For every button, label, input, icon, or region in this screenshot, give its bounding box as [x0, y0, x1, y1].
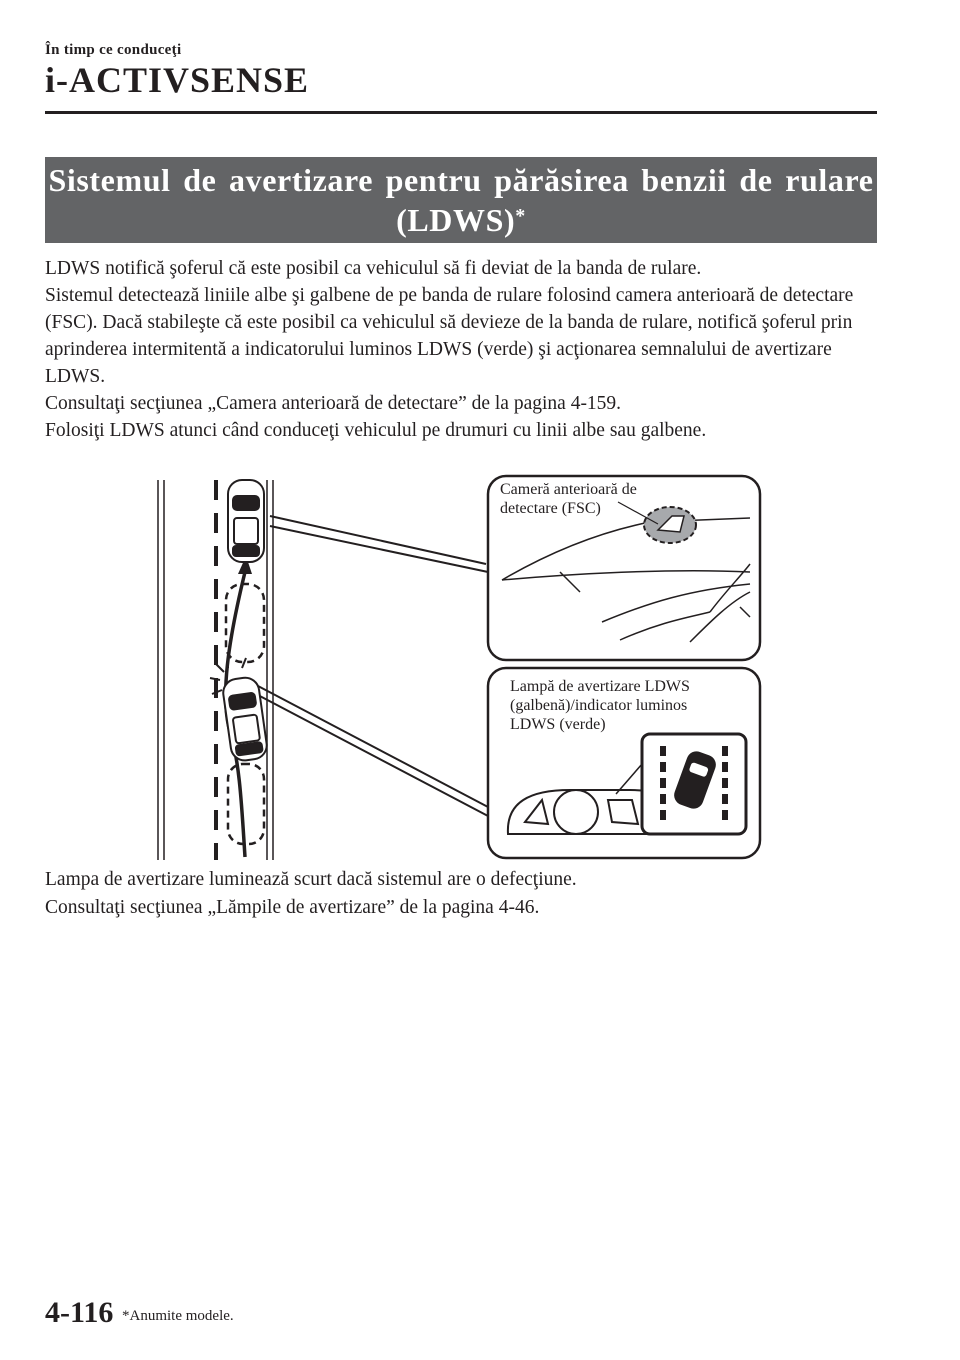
- ldws-illustration: [150, 472, 765, 862]
- body-paragraph-1: LDWS notifică şoferul că este posibil ca vehiculul să fi deviat de la banda de rulare.: [45, 258, 702, 279]
- chapter-title: i-ACTIVSENSE: [45, 60, 310, 100]
- callout-pointer-lamp: [256, 686, 488, 816]
- section-title-abbrev: (LDWS): [396, 202, 516, 238]
- page-number: 4-116: [45, 1296, 114, 1329]
- camera-callout-label: [500, 480, 637, 518]
- body-paragraph-2: Sistemul detectează liniile albe şi galbene de pe banda de rulare folosind camera anterioară de detectare (FSC). Dacă stabileşte că este posibil ca vehiculul să devieze de la banda de rulare, notifică şoferul prin aprinderea intermitentă a indicatorului luminos LDWS (verde) şi acţionarea semnalului de avertizare LDWS.: [45, 285, 854, 387]
- optional-model-mark: *: [515, 205, 526, 227]
- header-rule: [45, 111, 877, 114]
- after-figure-text: [45, 866, 880, 922]
- footnote: *Anumite modele.: [122, 1308, 234, 1324]
- camera-callout-label-line1: Cameră anterioară de: [500, 481, 637, 498]
- after-paragraph-2: Consultaţi secţiunea „Lămpile de avertizare” de la pagina 4-46.: [45, 897, 540, 918]
- body-paragraph-3: Consultaţi secţiunea „Camera anterioară de detectare” de la pagina 4-159.: [45, 393, 622, 414]
- ghost-car-outline-top: [226, 584, 264, 662]
- camera-callout-label-line2: detectare (FSC): [500, 500, 601, 517]
- callout-pointer-camera: [270, 516, 488, 572]
- body-paragraph-4: Folosiţi LDWS atunci când conduceţi vehiculul pe drumuri cu linii albe sau galbene.: [45, 420, 707, 441]
- breadcrumb: În timp ce conduceţi: [45, 42, 182, 58]
- body-text: [45, 255, 880, 444]
- car-top: [228, 480, 264, 562]
- lamp-callout-label-line1: Lampă de avertizare LDWS: [510, 678, 690, 695]
- section-title-line1: Sistemul de avertizare pentru părăsirea benzii de rulare: [48, 162, 874, 198]
- after-paragraph-1: Lampa de avertizare luminează scurt dacă sistemul are o defecţiune.: [45, 869, 577, 890]
- lamp-callout-label-line3: LDWS (verde): [510, 716, 606, 733]
- ghost-car-outline-bottom: [228, 764, 264, 844]
- section-title-banner: [45, 157, 877, 243]
- lamp-callout-label-line2: (galbenă)/indicator luminos: [510, 697, 688, 714]
- section-title-line2: [45, 200, 877, 240]
- lamp-callout-label: [510, 677, 690, 734]
